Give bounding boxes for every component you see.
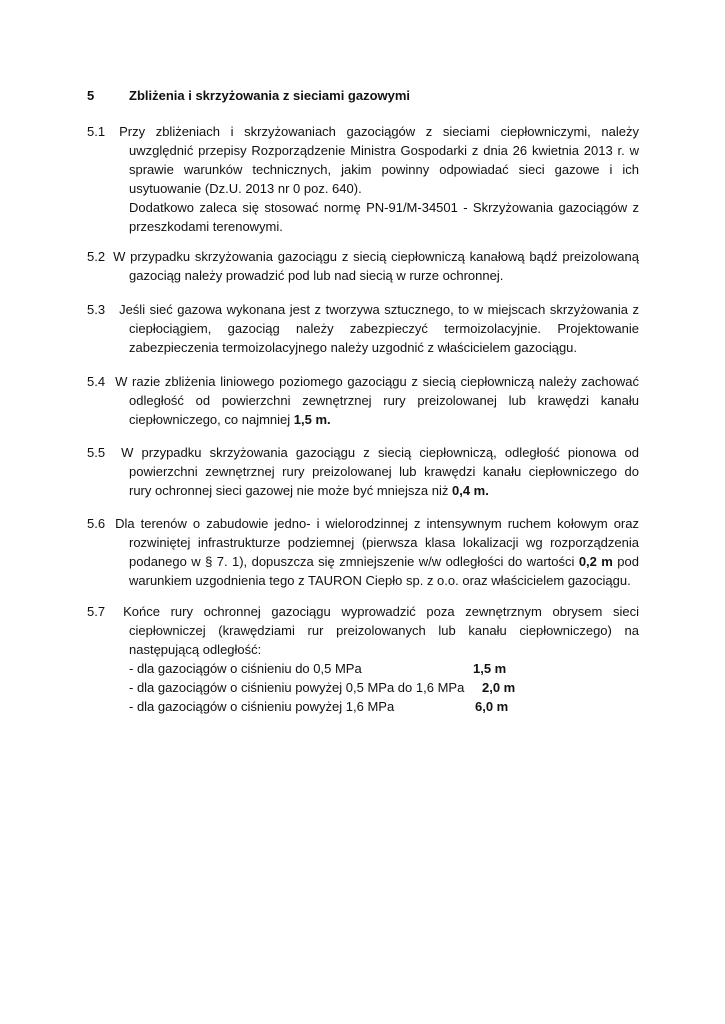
paragraph-line: sprawie warunków technicznych, jakim powinny odpowiadać sieci gazowe i ich [129,162,639,177]
paragraph-line: ciepłowniczej (krawędziami rur preizolowanych lub kanału ciepłowniczego) na [129,623,639,638]
paragraph-number: 5.4 [87,374,106,389]
paragraph-number: 5.2 [87,249,106,264]
paragraph-text: ciepłowniczego, co najmniej [129,412,294,427]
paragraph-line [87,443,639,462]
paragraph-text: W razie zbliżenia liniowego poziomego gazociągu z siecią ciepłowniczą należy zachować [115,374,639,389]
paragraph-line: przeszkodami terenowymi. [129,219,283,234]
paragraph-text: W przypadku skrzyżowania gazociągu z siecią ciepłowniczą, odległość pionowa od [121,445,639,460]
distance-value: 1,5 m. [293,412,331,427]
distance-value: 6,0 m [475,699,509,714]
paragraph-line [87,300,639,319]
paragraph-line: rozwiniętej infrastrukturze podziemnej (pierwsza klasa lokalizacji wg rozporządzenia [129,535,639,550]
paragraph-5-6 [87,514,639,590]
distance-value: 0,2 m [578,554,613,569]
paragraph-line: następującą odległość: [129,642,262,657]
paragraph-line [87,410,639,429]
paragraph-line: powierzchni zewnętrznej rury preizolowanej lub krawędzi kanału ciepłowniczego do [129,464,639,479]
paragraph-text: Końce rury ochronnej gazociągu wyprowadzić poza zewnętrznym obrysem sieci [123,604,639,619]
distance-row [87,659,639,678]
paragraph-5-3 [87,300,639,357]
paragraph-line: gazociąg należy prowadzić pod lub nad siecią w rurze ochronnej. [129,268,504,283]
distance-value: 2,0 m [482,680,516,695]
paragraph-line: uwzględnić przepisy Rozporządzenie Ministra Gospodarki z dnia 26 kwietnia 2013 r. w [129,143,639,158]
distance-label: - dla gazociągów o ciśnieniu powyżej 0,5 MPa do 1,6 MPa [129,680,465,695]
paragraph-text: Przy zbliżeniach i skrzyżowaniach gazociągów z sieciami ciepłowniczymi, należy [119,124,639,139]
paragraph-5-4 [87,372,639,429]
paragraph-text: Jeśli sieć gazowa wykonana jest z tworzywa sztucznego, to w miejscach skrzyżowania z [119,302,639,317]
paragraph-line: ciepłociągiem, gazociąg należy zabezpieczyć termoizolacyjnie. Projektowanie [129,321,639,336]
paragraph-number: 5.3 [87,302,106,317]
distance-value: 1,5 m [473,661,507,676]
section-number: 5 [87,88,95,103]
paragraph-number: 5.1 [87,124,106,139]
paragraph-line [87,514,639,533]
paragraph-5-7 [87,602,639,716]
paragraph-5-5 [87,443,639,500]
paragraph-5-2 [87,247,639,285]
paragraph-line [87,122,639,141]
paragraph-text: W przypadku skrzyżowania gazociągu z siecią ciepłowniczą kanałową bądź preizolowaną [113,249,639,264]
distance-row [87,678,639,697]
paragraph-line [87,602,639,621]
paragraph-text: rury ochronnej sieci gazowej nie może być mniejsza niż [129,483,452,498]
paragraph-line: usytuowanie (Dz.U. 2013 nr 0 poz. 640). [129,181,362,196]
distance-label: - dla gazociągów o ciśnieniu do 0,5 MPa [129,661,362,676]
paragraph-line [87,372,639,391]
distance-label: - dla gazociągów o ciśnieniu powyżej 1,6 MPa [129,699,395,714]
paragraph-number: 5.6 [87,516,106,531]
paragraph-line: zabezpieczenia termoizolacyjnego należy uzgodnić z właścicielem gazociągu. [129,340,578,355]
paragraph-line [87,247,639,266]
paragraph-line: odległość od powierzchni zewnętrznej rury preizolowanej lub krawędzi kanału [129,393,639,408]
paragraph-line [87,481,639,500]
paragraph-number: 5.7 [87,604,106,619]
paragraph-text: pod [612,554,639,569]
paragraph-line [87,552,639,571]
paragraph-number: 5.5 [87,445,106,460]
distance-row [87,697,639,716]
section-title: Zbliżenia i skrzyżowania z sieciami gazowymi [129,88,411,103]
distance-value: 0,4 m. [451,483,489,498]
paragraph-line: warunkiem uzgodnienia tego z TAURON Ciepło sp. z o.o. oraz właścicielem gazociągu. [129,573,631,588]
paragraph-text: Dla terenów o zabudowie jedno- i wielorodzinnej z intensywnym ruchem kołowym oraz [115,516,639,531]
section-heading [87,88,410,103]
paragraph-line: Dodatkowo zaleca się stosować normę PN-91/M-34501 - Skrzyżowania gazociągów z [129,200,639,215]
paragraph-5-1 [87,122,639,236]
paragraph-text: podanego w § 7. 1), dopuszcza się zmniejszenie w/w odległości do wartości [129,554,579,569]
